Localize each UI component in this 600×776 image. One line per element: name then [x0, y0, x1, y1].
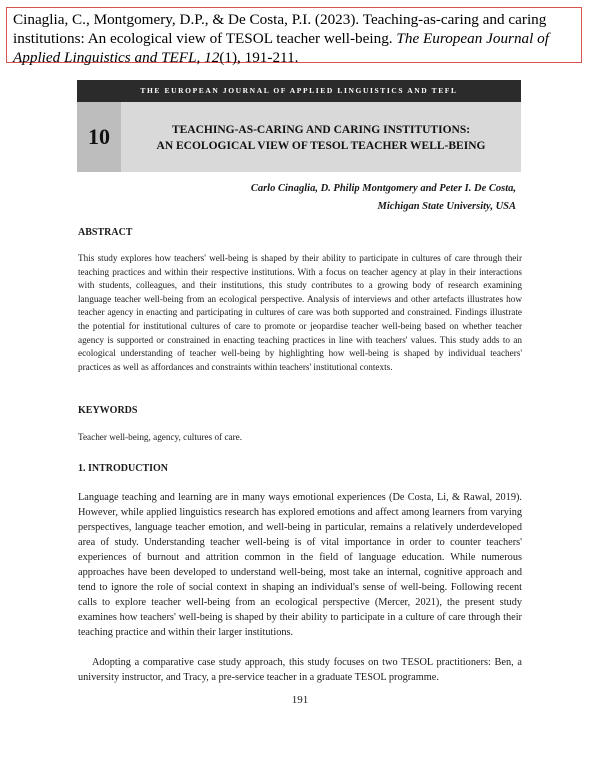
author-affiliation: Michigan State University, USA — [377, 201, 516, 212]
chapter-number: 10 — [77, 102, 121, 172]
author-names: Carlo Cinaglia, D. Philip Montgomery and Peter I. De Costa, — [250, 183, 516, 194]
chapter-title — [121, 122, 521, 154]
chapter-title-line1: TEACHING-AS-CARING AND CARING INSTITUTIONS: — [171, 124, 471, 136]
author-block — [251, 180, 516, 216]
introduction-paragraph-1: Language teaching and learning are in many ways emotional experiences (De Costa, Li, & Rawal, 2019). However, while applied linguistics research has explored emotions and affect among learners from varying perspectives, language teacher emotion, and well-being in particular, remains a relatively underdeveloped area of study. Understanding teacher well-being is of vital importance in order to counter teachers' experiences of burnout and attrition common in the field of language education. While numerous approaches have been developed to understand well-being, most take an internal, cognitive approach and tend to ignore the role of social context in shaping an individual's sense of well-being. Following recent calls to explore teacher well-being from an ecological perspective (Mercer, 2021), the present study examines how teachers' well-being is shaped by their ability to participate in a culture of care through their teaching practice and within their larger institutions. — [78, 492, 522, 638]
abstract-heading: ABSTRACT — [78, 227, 133, 238]
chapter-title-line2: AN ECOLOGICAL VIEW OF TESOL TEACHER WELL-BEING — [156, 140, 486, 152]
keywords-heading: KEYWORDS — [78, 405, 138, 416]
page-number: 191 — [291, 694, 309, 706]
chapter-header — [77, 102, 521, 172]
introduction-heading: 1. INTRODUCTION — [78, 463, 169, 474]
introduction-paragraph-2: Adopting a comparative case study approach, this study focuses on two TESOL practitioners: Ben, a university instructor, and Tracy, a pre-service teacher in a graduate TESOL programme. — [78, 657, 522, 683]
citation-box — [6, 7, 582, 66]
keywords-text: Teacher well-being, agency, cultures of care. — [78, 432, 243, 442]
abstract-text: This study explores how teachers' well-being is shaped by their ability to participate in cultures of care through their teaching practices and within their respective institutions. With a focus on teacher agency at play in their interactions with students, colleagues, and their institutions, this study contributes to a growing body of research examining language teacher well-being from an ecological perspective. Analysis of interviews and other artefacts illustrates how teacher agency in enacting and participating in cultures of care was both supported and constrained. Findings illustrate the potential for institutional cultures of care to promote or jeopardise teacher well-being based on whether teacher agency is supported or constrained in enacting teaching practices in line with teachers' values. This study adds to an ecological understanding of teacher well-being by highlighting how well-being is shaped by individual teachers' practices as well as affordances and constraints within teachers' institutional contexts. — [78, 253, 522, 372]
citation-issue-pages: (1), 191-211. — [219, 49, 299, 66]
journal-band: THE EUROPEAN JOURNAL OF APPLIED LINGUISTICS AND TEFL — [77, 80, 521, 102]
citation-text: Cinaglia, C., Montgomery, D.P., & De Costa, P.I. (2023). Teaching-as-caring and caring institutions: An ecological view of TESOL teacher well-being. — [13, 11, 547, 47]
citation-journal: The European Journal of Applied Linguistics and TEFL, 12 — [13, 30, 549, 66]
